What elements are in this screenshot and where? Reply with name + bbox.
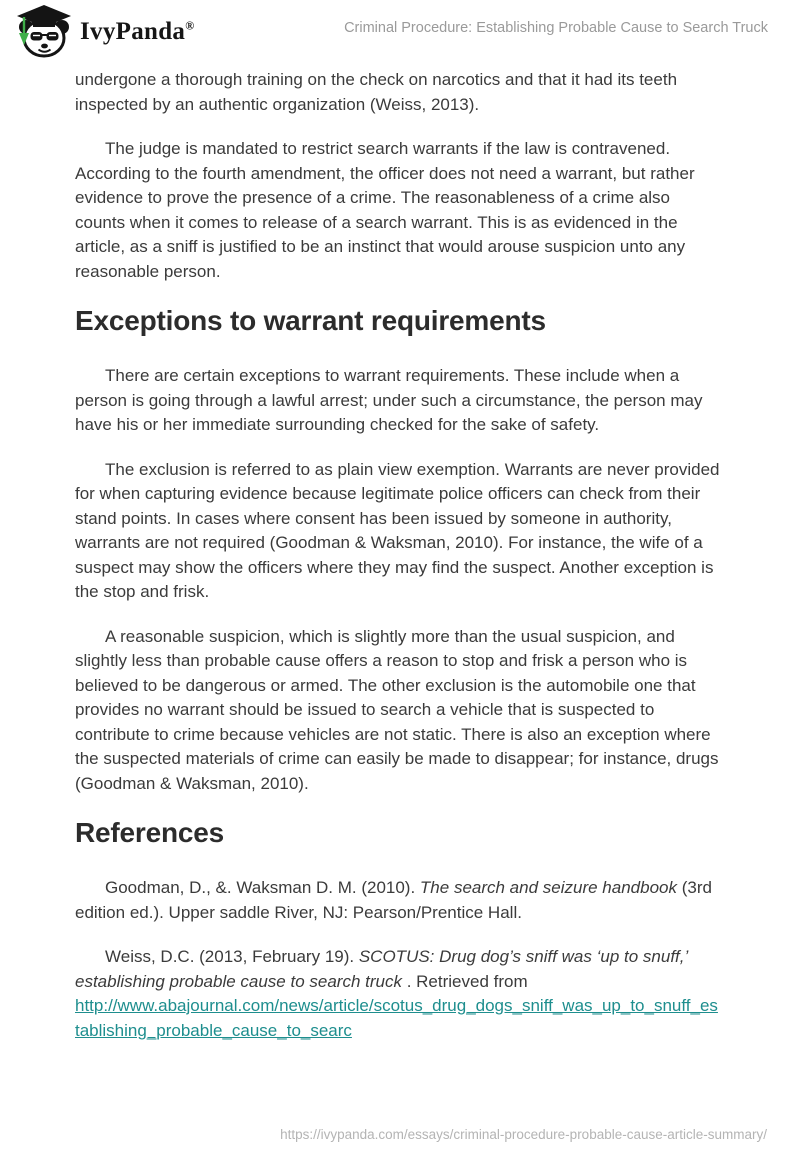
reference-publisher: (3rd edition ed.). Upper saddle River, NJ: Pearson/Prentice Hall. <box>75 878 712 922</box>
essay-content <box>75 68 721 1063</box>
paragraph: The judge is mandated to restrict search warrants if the law is contravened. According to the fourth amendment, the officer does not need a warrant, but rather evidence to prove the presence of a crime. The reasonableness of a crime also counts when it comes to release of a search warrant. This is as evidenced in the article, as a sniff is justified to be an instinct that would arouse suspicion unto any reasonable person. <box>75 139 695 281</box>
section-heading: Exceptions to warrant requirements <box>75 305 546 336</box>
paragraph-continuation: undergone a thorough training on the check on narcotics and that it had its teeth inspected by an authentic organization (Weiss, 2013). <box>75 70 678 114</box>
source-url: https://ivypanda.com/essays/criminal-procedure-probable-cause-article-summary/ <box>280 1127 767 1142</box>
reference-authors: Goodman, D., &. Waksman D. M. (2010). <box>105 878 420 897</box>
paragraph: There are certain exceptions to warrant requirements. These include when a person is going through a lawful arrest; under such a circumstance, the person may have his or her immediate surrounding checked for the sake of safety. <box>75 366 703 434</box>
paragraph: A reasonable suspicion, which is slightly more than the usual suspicion, and slightly less than probable cause offers a reason to stop and frisk a person who is believed to be dangerous or armed. The other exclusion is the automobile one that provides no warrant should be issued to search a vehicle that is suspected to contribute to crime because vehicles are not static. There is also an exception where the suspected materials of crime can easily be made to disappear; for instance, drugs (Goodman & Waksman, 2010). <box>75 626 719 793</box>
reference-item <box>75 945 721 1043</box>
registered-trademark: ® <box>185 18 195 33</box>
paragraph: The exclusion is referred to as plain view exemption. Warrants are never provided for when capturing evidence because legitimate police officers can check from their stand points. In cases where consent has been issued by someone in authority, warrants are not required (Goodman & Waksman, 2010). For instance, the wife of a suspect may show the officers where they may find the suspect. Another exception is the stop and frisk. <box>75 459 720 601</box>
brand-text: IvyPanda <box>80 17 186 45</box>
document-title: Criminal Procedure: Establishing Probable Cause to Search Truck <box>344 20 768 36</box>
reference-authors: Weiss, D.C. (2013, February 19). <box>105 947 359 966</box>
reference-title: SCOTUS: Drug dog’s sniff was ‘up to snuff,’ establishing probable cause to search truck <box>75 947 688 991</box>
references-heading: References <box>75 817 224 848</box>
reference-retrieved-text: . Retrieved from <box>401 971 528 991</box>
reference-item <box>75 876 721 925</box>
reference-title: The search and seizure handbook <box>419 878 677 897</box>
brand-name <box>80 18 194 46</box>
panda-graduation-cap-icon <box>14 4 72 59</box>
reference-link[interactable]: http://www.abajournal.com/news/article/scotus_drug_dogs_sniff_was_up_to_snuff_establishing_probable_cause_to_searc <box>75 996 718 1040</box>
page-footer <box>280 1127 767 1142</box>
page-header <box>14 4 194 59</box>
